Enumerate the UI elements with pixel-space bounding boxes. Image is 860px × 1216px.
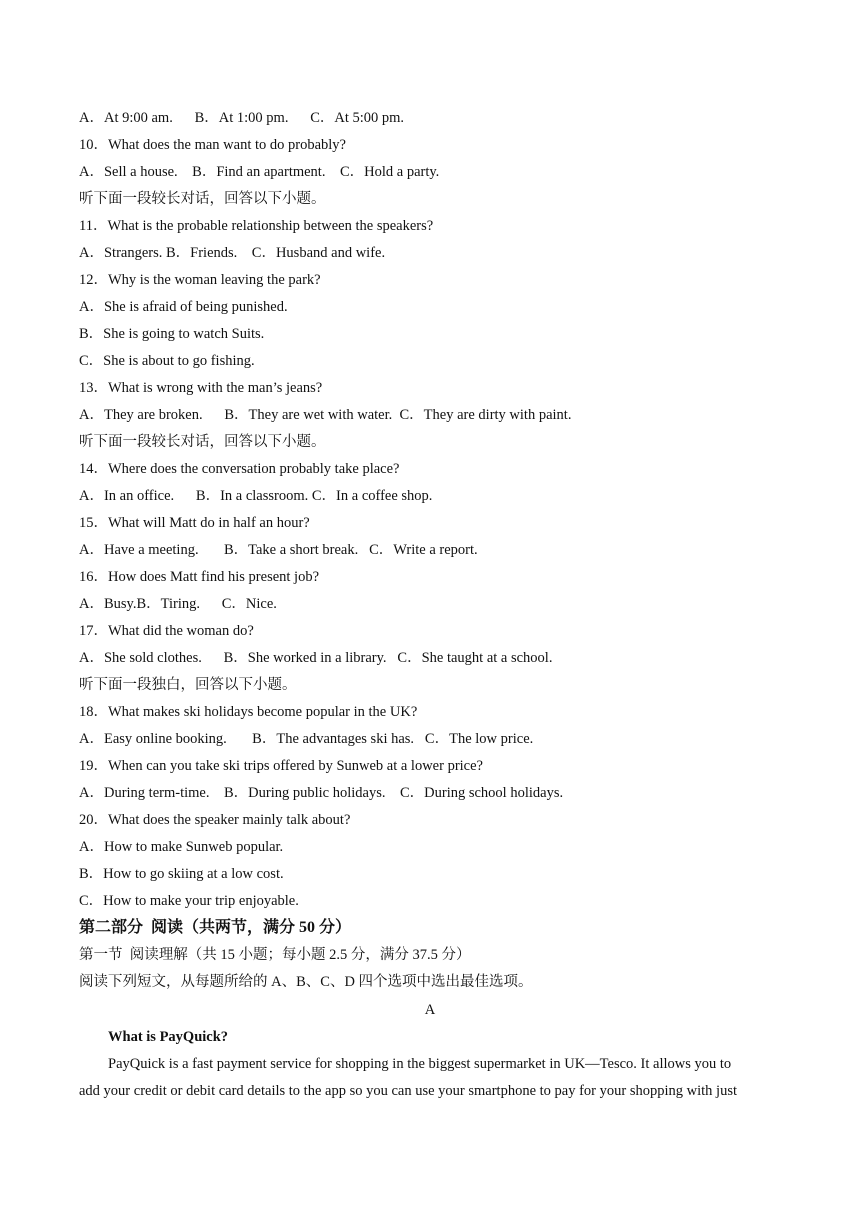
q12-option-c: C．She is about to go fishing. — [79, 353, 255, 369]
listening-instruction: 听下面一段独白，回答以下小题。 — [79, 677, 297, 693]
listening-instruction: 听下面一段较长对话，回答以下小题。 — [79, 434, 326, 450]
q10-options: A．Sell a house. B．Find an apartment. C．Hold a party. — [79, 164, 440, 180]
q16-question: 16．How does Matt find his present job? — [79, 569, 320, 585]
listening-instruction: 听下面一段较长对话，回答以下小题。 — [79, 191, 326, 207]
part2-heading: 第二部分 阅读（共两节，满分 50 分） — [79, 919, 352, 936]
q12-question: 12．Why is the woman leaving the park? — [79, 272, 321, 288]
q20-option-a: A．How to make Sunweb popular. — [79, 839, 284, 855]
q13-options: A．They are broken. B．They are wet with water. C．They are dirty with paint. — [79, 407, 572, 423]
passage-text-line: PayQuick is a fast payment service for shopping in the biggest supermarket in UK—Tesco. It allows you to — [108, 1056, 732, 1072]
passage-title: What is PayQuick? — [108, 1029, 229, 1045]
q17-options: A．She sold clothes. B．She worked in a library. C．She taught at a school. — [79, 650, 553, 666]
q19-options: A．During term-time. B．During public holidays. C．During school holidays. — [79, 785, 564, 801]
q15-options: A．Have a meeting. B．Take a short break. C．Write a report. — [79, 542, 478, 558]
passage-text-line: add your credit or debit card details to the app so you can use your smartphone to pay for your shopping with just — [79, 1083, 737, 1099]
q11-question: 11．What is the probable relationship between the speakers? — [79, 218, 434, 234]
q11-options: A．Strangers. B．Friends. C．Husband and wife. — [79, 245, 386, 261]
q14-question: 14．Where does the conversation probably take place? — [79, 461, 400, 477]
q17-question: 17．What did the woman do? — [79, 623, 254, 639]
q15-question: 15．What will Matt do in half an hour? — [79, 515, 310, 531]
q18-question: 18．What makes ski holidays become popular in the UK? — [79, 704, 418, 720]
q13-question: 13．What is wrong with the man’s jeans? — [79, 380, 323, 396]
q10-question: 10．What does the man want to do probably? — [79, 137, 346, 153]
q12-option-b: B．She is going to watch Suits. — [79, 326, 265, 342]
q16-options: A．Busy.B．Tiring. C．Nice. — [79, 596, 277, 612]
q20-question: 20．What does the speaker mainly talk about? — [79, 812, 351, 828]
section1-heading: 第一节 阅读理解（共 15 小题；每小题 2.5 分，满分 37.5 分） — [79, 947, 471, 963]
q20-option-c: C．How to make your trip enjoyable. — [79, 893, 299, 909]
q14-options: A．In an office. B．In a classroom. C．In a coffee shop. — [79, 488, 433, 504]
q12-option-a: A．She is afraid of being punished. — [79, 299, 288, 315]
q9-options: A．At 9:00 am. B．At 1:00 pm. C．At 5:00 pm. — [79, 110, 405, 126]
passage-label: A — [424, 1002, 436, 1018]
q20-option-b: B．How to go skiing at a low cost. — [79, 866, 284, 882]
q18-options: A．Easy online booking. B．The advantages ski has. C．The low price. — [79, 731, 534, 747]
reading-instruction: 阅读下列短文，从每题所给的 A、B、C、D 四个选项中选出最佳选项。 — [79, 974, 533, 990]
q19-question: 19．When can you take ski trips offered by Sunweb at a lower price? — [79, 758, 483, 774]
